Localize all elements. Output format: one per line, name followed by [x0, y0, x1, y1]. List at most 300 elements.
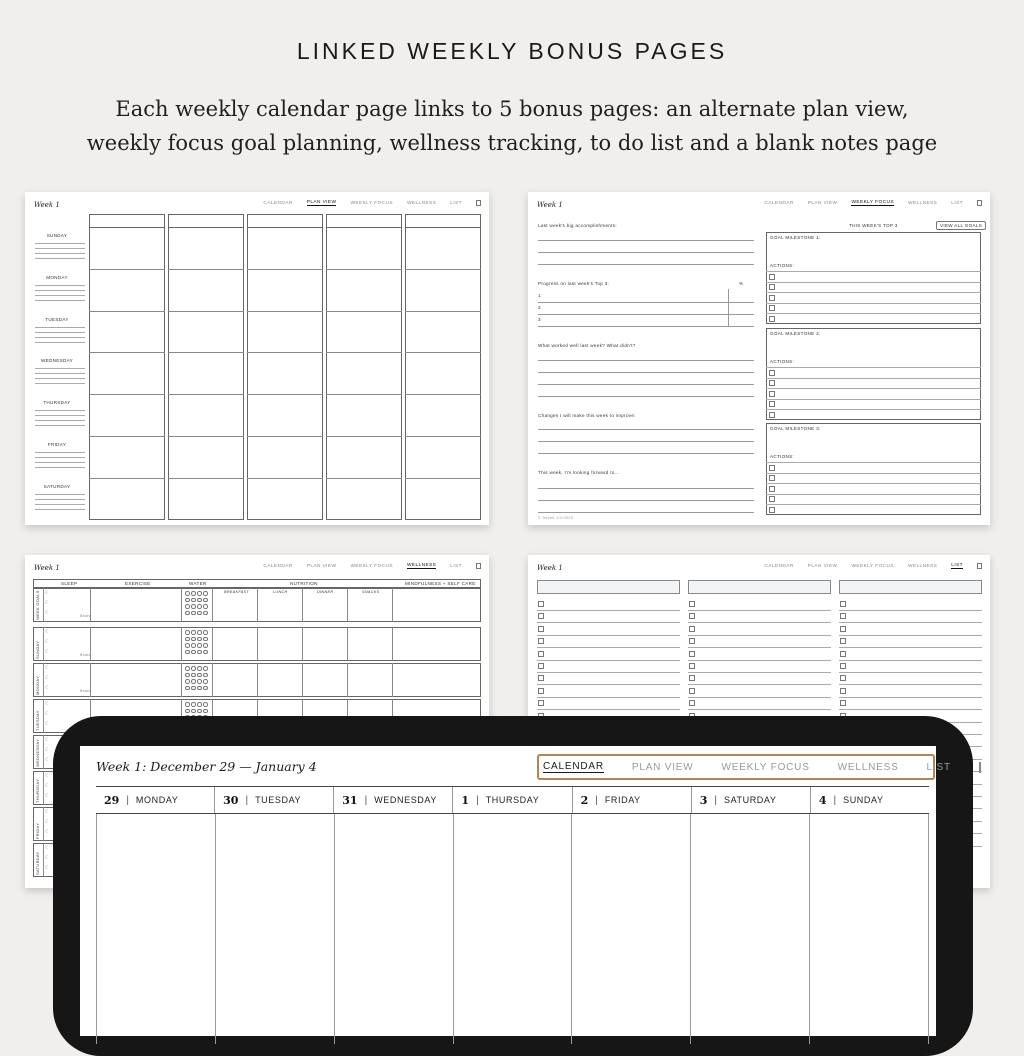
nav-weekly-focus[interactable]: WEEKLY FOCUS — [851, 563, 894, 569]
tab-list[interactable]: LIST — [926, 761, 951, 773]
day-column[interactable] — [691, 814, 810, 1044]
water-glass-circle[interactable] — [185, 630, 190, 635]
todo-checkbox[interactable] — [538, 638, 544, 644]
day-number: 3 — [699, 793, 708, 807]
water-glass-circle[interactable] — [191, 650, 196, 655]
sleep-moon-icon: ☾ — [45, 819, 50, 825]
nav-plan-view[interactable]: PLAN VIEW — [306, 200, 337, 205]
writing-line — [538, 512, 754, 513]
writing-line — [35, 337, 85, 338]
sleep-moon-icon: ☾ — [45, 773, 50, 779]
row-divider — [43, 663, 44, 697]
row-label: WEEK GOALS — [35, 590, 40, 620]
water-glass-circle[interactable] — [197, 679, 202, 684]
writing-line — [35, 467, 85, 468]
plan-row-line — [168, 269, 244, 270]
day-header[interactable] — [96, 787, 215, 813]
water-glass-circle[interactable] — [203, 630, 208, 635]
action-checkbox[interactable] — [769, 486, 775, 492]
day-column[interactable] — [572, 814, 691, 1044]
subtitle-line-1: Each weekly calendar page links to 5 bonus pages: an alternate plan view, — [115, 97, 909, 121]
water-glass-circle[interactable] — [203, 679, 208, 684]
nav-calendar[interactable]: CALENDAR — [263, 200, 293, 206]
nav-calendar[interactable]: CALENDAR — [764, 200, 794, 206]
writing-line — [35, 504, 85, 505]
action-line — [766, 399, 981, 400]
day-column[interactable] — [216, 814, 335, 1044]
water-glass-circle[interactable] — [185, 650, 190, 655]
day-label: TUESDAY — [45, 316, 69, 322]
action-line — [766, 504, 981, 505]
todo-checkbox[interactable] — [840, 626, 846, 632]
day-number: 4 — [818, 793, 827, 807]
top3-num-2: 2 — [538, 305, 541, 310]
todo-line — [688, 684, 831, 685]
water-glass-circle[interactable] — [191, 591, 196, 596]
todo-line — [688, 635, 831, 636]
nav-calendar[interactable]: CALENDAR — [764, 563, 794, 569]
plan-row-line — [247, 478, 323, 479]
todo-checkbox[interactable] — [538, 626, 544, 632]
writing-line — [538, 252, 754, 253]
writing-line — [35, 253, 85, 254]
action-checkbox[interactable] — [769, 295, 775, 301]
plan-row-line — [405, 394, 481, 395]
nav-weekly-focus[interactable]: WEEKLY FOCUS — [350, 200, 393, 206]
action-checkbox[interactable] — [769, 370, 775, 376]
nav-list[interactable]: LIST — [450, 200, 462, 206]
todo-checkbox[interactable] — [538, 700, 544, 706]
todo-line — [839, 672, 982, 673]
todo-checkbox[interactable] — [689, 601, 695, 607]
col-divider — [347, 627, 348, 661]
day-number: 1 — [461, 793, 470, 807]
plan-column[interactable] — [168, 214, 244, 520]
nav-plan-view[interactable]: PLAN VIEW — [807, 200, 838, 206]
col-divider — [302, 627, 303, 661]
percent-label: % — [739, 281, 744, 286]
row-label: FRIDAY — [35, 822, 40, 839]
action-checkbox[interactable] — [769, 305, 775, 311]
water-glass-circle[interactable] — [185, 604, 190, 609]
water-glass-circle[interactable] — [203, 709, 208, 714]
day-column[interactable] — [454, 814, 573, 1044]
col-water: WATER — [189, 581, 207, 586]
day-column[interactable] — [335, 814, 454, 1044]
changes-label: Changes I will make this week to improve: — [538, 413, 636, 418]
writing-line — [35, 457, 85, 458]
sleep-moon-icon: ☾ — [45, 711, 50, 717]
day-header[interactable] — [215, 787, 334, 813]
water-glass-circle[interactable] — [185, 643, 190, 648]
todo-checkbox[interactable] — [538, 651, 544, 657]
notes-doc-icon[interactable] — [476, 200, 481, 206]
day-name: MONDAY — [135, 795, 179, 805]
writing-line — [35, 494, 85, 495]
list-title-box[interactable] — [688, 580, 831, 594]
day-header[interactable] — [573, 787, 692, 813]
worked-label: What worked well last week? What didn't? — [538, 343, 636, 348]
sleep-moon-icon: ☾ — [45, 855, 50, 861]
writing-line — [538, 360, 754, 361]
water-glass-circle[interactable] — [197, 666, 202, 671]
day-header[interactable] — [692, 787, 811, 813]
todo-line — [537, 610, 680, 611]
writing-line — [35, 378, 85, 379]
col-mindfulness: MINDFULNESS + SELF CARE — [405, 581, 476, 586]
sleep-moon-icon: ☾ — [45, 721, 50, 727]
action-line — [766, 313, 981, 314]
tablet-screen — [80, 746, 951, 1036]
actions-label: ACTIONS: — [770, 263, 795, 268]
action-checkbox[interactable] — [769, 274, 775, 280]
water-glass-circle[interactable] — [191, 604, 196, 609]
water-glass-circle[interactable] — [203, 702, 208, 707]
tab-wellness[interactable]: WELLNESS — [837, 761, 899, 773]
water-glass-circle[interactable] — [203, 650, 208, 655]
todo-checkbox[interactable] — [689, 638, 695, 644]
day-number: 2 — [580, 793, 589, 807]
page-nav — [263, 563, 481, 569]
water-glass-circle[interactable] — [203, 686, 208, 691]
sleep-moon-icon: ☾ — [45, 685, 50, 691]
action-checkbox[interactable] — [769, 380, 775, 386]
plan-view-page — [25, 192, 489, 525]
water-glass-circle[interactable] — [203, 591, 208, 596]
writing-line — [35, 452, 85, 453]
sleep-moon-icon: ☾ — [45, 600, 50, 606]
water-glass-circle[interactable] — [191, 709, 196, 714]
action-line — [766, 378, 981, 379]
row-divider — [43, 588, 44, 622]
action-line — [766, 303, 981, 304]
weekly-focus-page — [528, 192, 990, 525]
nav-plan-view[interactable]: PLAN VIEW — [306, 563, 337, 569]
water-glass-circle[interactable] — [203, 643, 208, 648]
plan-column[interactable] — [405, 214, 481, 520]
sleep-moon-icon: ☾ — [45, 809, 50, 815]
action-checkbox[interactable] — [769, 465, 775, 471]
todo-checkbox[interactable] — [538, 688, 544, 694]
water-glass-circle[interactable] — [191, 702, 196, 707]
water-glass-circle[interactable] — [203, 611, 208, 616]
action-checkbox[interactable] — [769, 316, 775, 322]
water-glass-circle[interactable] — [191, 673, 196, 678]
col-sleep: SLEEP — [61, 581, 78, 586]
nav-list[interactable]: LIST — [951, 563, 963, 568]
notes-doc-icon[interactable] — [977, 200, 982, 206]
water-glass-circle[interactable] — [185, 598, 190, 603]
todo-line — [688, 672, 831, 673]
water-glass-circle[interactable] — [203, 604, 208, 609]
day-name: SATURDAY — [723, 795, 777, 805]
water-glass-circle[interactable] — [197, 686, 202, 691]
action-checkbox[interactable] — [769, 284, 775, 290]
todo-checkbox[interactable] — [840, 601, 846, 607]
action-checkbox[interactable] — [769, 496, 775, 502]
col-nutrition: NUTRITION — [290, 581, 318, 586]
day-separator: | — [126, 794, 129, 806]
action-checkbox[interactable] — [769, 507, 775, 513]
water-glass-circle[interactable] — [191, 643, 196, 648]
water-glass-circle[interactable] — [197, 611, 202, 616]
water-glass-circle[interactable] — [185, 637, 190, 642]
day-column[interactable] — [96, 814, 216, 1044]
todo-checkbox[interactable] — [840, 675, 846, 681]
action-checkbox[interactable] — [769, 391, 775, 397]
writing-line — [35, 258, 85, 259]
writing-line — [35, 499, 85, 500]
sleep-moon-icon: ☾ — [45, 639, 50, 645]
writing-line — [35, 290, 85, 291]
actions-label: ACTIONS: — [770, 454, 795, 459]
water-glass-circle[interactable] — [185, 702, 190, 707]
col-divider — [392, 588, 393, 622]
col-divider — [302, 588, 303, 622]
todo-checkbox[interactable] — [840, 638, 846, 644]
list-title-box[interactable] — [839, 580, 982, 594]
plan-column-header-line — [247, 227, 323, 228]
list-title-box[interactable] — [537, 580, 680, 594]
week-label: Week 1 — [34, 201, 60, 209]
plan-row-line — [168, 311, 244, 312]
plan-row-line — [247, 311, 323, 312]
nav-list[interactable]: LIST — [450, 563, 462, 569]
writing-line — [538, 326, 754, 327]
water-glass-circle[interactable] — [197, 702, 202, 707]
tab-weekly-focus[interactable]: WEEKLY FOCUS — [721, 761, 810, 773]
day-header[interactable] — [334, 787, 453, 813]
plan-row-line — [89, 478, 165, 479]
water-glass-circle[interactable] — [203, 637, 208, 642]
water-glass-circle[interactable] — [197, 598, 202, 603]
col-divider — [347, 663, 348, 697]
writing-line — [35, 285, 85, 286]
day-name: WEDNESDAY — [374, 795, 437, 805]
plan-row-line — [89, 311, 165, 312]
plan-row-line — [168, 478, 244, 479]
nav-wellness[interactable]: WELLNESS — [907, 200, 938, 206]
day-separator: | — [364, 794, 368, 806]
view-all-goals-button[interactable]: VIEW ALL GOALS — [936, 221, 986, 230]
water-glass-circle[interactable] — [203, 666, 208, 671]
todo-line — [537, 697, 680, 698]
todo-line — [839, 660, 982, 661]
week-label: Week 1 — [537, 564, 563, 572]
page-nav — [263, 200, 481, 206]
day-column[interactable] — [810, 814, 929, 1044]
todo-checkbox[interactable] — [840, 700, 846, 706]
plan-row-line — [168, 394, 244, 395]
sleep-moon-icon: ☾ — [45, 629, 50, 635]
nav-weekly-focus[interactable]: WEEKLY FOCUS — [350, 563, 393, 569]
action-checkbox[interactable] — [769, 401, 775, 407]
todo-line — [839, 684, 982, 685]
writing-line — [538, 500, 754, 501]
todo-checkbox[interactable] — [689, 688, 695, 694]
plan-row-line — [326, 311, 402, 312]
day-header[interactable] — [811, 787, 929, 813]
beats-label: Beats — [80, 689, 91, 693]
screen-nav — [537, 754, 951, 780]
writing-line — [538, 302, 754, 303]
writing-line — [35, 410, 85, 411]
water-glass-circle[interactable] — [203, 673, 208, 678]
plan-column-header-line — [168, 227, 244, 228]
action-checkbox[interactable] — [769, 475, 775, 481]
writing-line — [538, 372, 754, 373]
water-glass-circle[interactable] — [197, 650, 202, 655]
water-glass-circle[interactable] — [185, 709, 190, 714]
water-glass-circle[interactable] — [191, 630, 196, 635]
day-number: 31 — [342, 793, 358, 807]
todo-line — [688, 610, 831, 611]
todo-checkbox[interactable] — [538, 663, 544, 669]
week-label: Week 1 — [34, 564, 60, 572]
water-glass-circle[interactable] — [191, 686, 196, 691]
plan-column[interactable] — [326, 214, 402, 520]
water-glass-circle[interactable] — [191, 666, 196, 671]
todo-checkbox[interactable] — [538, 675, 544, 681]
day-label: SATURDAY — [43, 483, 71, 489]
water-glass-circle[interactable] — [197, 604, 202, 609]
plan-column[interactable] — [247, 214, 323, 520]
plan-row-line — [89, 394, 165, 395]
todo-checkbox[interactable] — [689, 626, 695, 632]
water-glass-circle[interactable] — [185, 686, 190, 691]
writing-line — [35, 462, 85, 463]
actions-label: ACTIONS: — [770, 359, 795, 364]
water-glass-circle[interactable] — [191, 598, 196, 603]
nav-plan-view[interactable]: PLAN VIEW — [807, 563, 838, 569]
todo-line — [537, 684, 680, 685]
water-glass-circle[interactable] — [197, 643, 202, 648]
row-label: MONDAY — [35, 675, 40, 695]
water-glass-circle[interactable] — [185, 591, 190, 596]
todo-line — [537, 647, 680, 648]
sleep-moon-icon: ☾ — [45, 793, 50, 799]
water-glass-circle[interactable] — [191, 611, 196, 616]
water-glass-circle[interactable] — [191, 637, 196, 642]
todo-checkbox[interactable] — [689, 675, 695, 681]
nav-list[interactable]: LIST — [951, 200, 963, 206]
col-divider — [181, 627, 182, 661]
todo-checkbox[interactable] — [840, 613, 846, 619]
water-glass-circle[interactable] — [203, 598, 208, 603]
action-line — [766, 292, 981, 293]
day-name: SUNDAY — [843, 795, 884, 805]
action-line — [766, 388, 981, 389]
day-header-row — [96, 786, 929, 814]
todo-checkbox[interactable] — [689, 700, 695, 706]
goal-milestone-label: GOAL MILESTONE 3: — [770, 426, 821, 431]
sleep-moon-icon: ☾ — [45, 747, 50, 753]
day-label: SUNDAY — [46, 233, 68, 238]
sleep-moon-icon: ☾ — [45, 737, 50, 743]
row-label: SUNDAY — [35, 640, 40, 659]
water-glass-circle[interactable] — [185, 666, 190, 671]
notes-doc-icon[interactable] — [476, 563, 481, 569]
day-number: 30 — [223, 793, 239, 807]
row-label: THURSDAY — [35, 778, 40, 803]
sleep-moon-icon: ☾ — [45, 590, 50, 596]
water-glass-circle[interactable] — [185, 679, 190, 684]
todo-line — [688, 697, 831, 698]
day-header[interactable] — [453, 787, 572, 813]
todo-line — [688, 647, 831, 648]
plan-row-line — [326, 269, 402, 270]
todo-checkbox[interactable] — [840, 663, 846, 669]
accomplishments-label: Last week's big accomplishments: — [538, 223, 617, 228]
sleep-moon-icon: ☾ — [45, 649, 50, 655]
todo-checkbox[interactable] — [689, 663, 695, 669]
meal-snacks: SNACKS — [362, 590, 380, 594]
progress-label: Progress on last week's Top 3: — [538, 281, 610, 286]
todo-checkbox[interactable] — [689, 613, 695, 619]
day-label: THURSDAY — [43, 400, 71, 406]
row-divider — [43, 771, 44, 805]
day-number: 29 — [104, 793, 120, 807]
nav-wellness[interactable]: WELLNESS — [406, 563, 437, 568]
action-line — [766, 494, 981, 495]
water-glass-circle[interactable] — [197, 637, 202, 642]
todo-line — [688, 660, 831, 661]
page-subtitle — [0, 92, 1024, 160]
todo-line — [839, 622, 982, 623]
water-glass-circle[interactable] — [197, 709, 202, 714]
water-glass-circle[interactable] — [185, 673, 190, 678]
sleep-moon-icon: ☾ — [45, 757, 50, 763]
day-columns — [96, 814, 929, 1044]
water-glass-circle[interactable] — [197, 673, 202, 678]
plan-column[interactable] — [89, 214, 165, 520]
plan-row-line — [89, 352, 165, 353]
top3-num-3: 3 — [538, 317, 541, 322]
beats-label: Beats — [80, 653, 91, 657]
todo-line — [537, 709, 680, 710]
row-divider — [43, 843, 44, 877]
water-glass-circle[interactable] — [191, 679, 196, 684]
top3-num-1: 1 — [538, 293, 541, 298]
notes-page-icon[interactable] — [979, 762, 981, 773]
writing-line — [35, 332, 85, 333]
tab-plan-view[interactable]: PLAN VIEW — [631, 761, 694, 773]
subtitle-line-2: weekly focus goal planning, wellness tracking, to do list and a blank notes page — [86, 131, 938, 155]
nav-calendar[interactable]: CALENDAR — [263, 563, 293, 569]
todo-checkbox[interactable] — [538, 613, 544, 619]
todo-checkbox[interactable] — [840, 688, 846, 694]
page-title: LINKED WEEKLY BONUS PAGES — [296, 38, 728, 64]
todo-checkbox[interactable] — [840, 651, 846, 657]
tab-calendar[interactable]: CALENDAR — [543, 761, 604, 772]
plan-row-line — [247, 269, 323, 270]
todo-checkbox[interactable] — [689, 651, 695, 657]
plan-column-header-line — [326, 227, 402, 228]
nav-wellness[interactable]: WELLNESS — [907, 563, 938, 569]
nav-wellness[interactable]: WELLNESS — [406, 200, 437, 206]
water-glass-circle[interactable] — [197, 591, 202, 596]
todo-checkbox[interactable] — [538, 601, 544, 607]
plan-row-line — [326, 436, 402, 437]
notes-doc-icon[interactable] — [977, 563, 982, 569]
action-checkbox[interactable] — [769, 412, 775, 418]
nav-weekly-focus[interactable]: WEEKLY FOCUS — [851, 200, 894, 205]
page-nav — [764, 200, 982, 206]
writing-line — [538, 441, 754, 442]
water-glass-circle[interactable] — [185, 611, 190, 616]
row-divider — [43, 807, 44, 841]
water-glass-circle[interactable] — [197, 630, 202, 635]
